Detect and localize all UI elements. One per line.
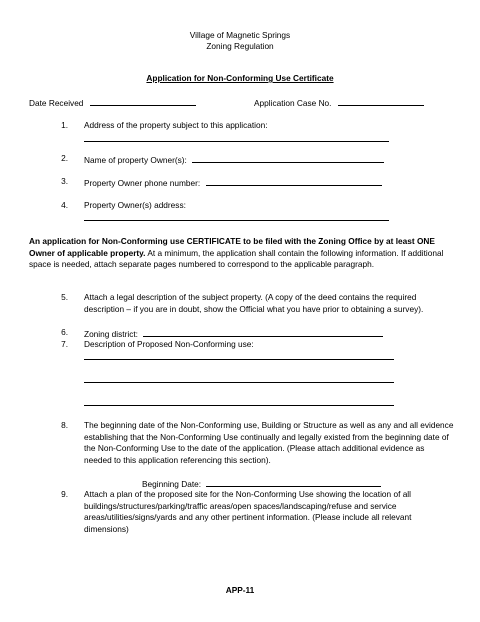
header-line1: Village of Magnetic Springs <box>189 30 291 40</box>
date-received-label: Date Received <box>29 98 84 108</box>
notice-paragraph <box>29 236 451 271</box>
item-4-label: Property Owner(s) address: <box>84 200 186 210</box>
owner-phone-field[interactable] <box>206 176 382 186</box>
beginning-date-field[interactable] <box>206 477 381 487</box>
item-1-number: 1. <box>61 120 68 130</box>
item-5-number: 5. <box>61 292 68 302</box>
item-2-number: 2. <box>61 153 68 163</box>
item-9-text: Attach a plan of the proposed site for the Non-Conforming Use showing the location of all buildings/structures/parking/traffic areas/open spaces/landscaping/refuse and service areas/utilities/signs/yards and any other pertinent information. (Please include all relevant dimensions) <box>84 489 412 534</box>
item-4-field[interactable] <box>84 220 389 221</box>
notice-normal-text: At a minimum, the application shall contain the following information. If additional space is needed, attach separate pages numbered to correspond to the applicable paragraph. <box>29 247 444 270</box>
header-line2: Zoning Regulation <box>206 41 274 51</box>
application-case-label: Application Case No. <box>254 98 332 108</box>
item-3-row <box>84 176 382 190</box>
item-3-number: 3. <box>61 176 68 186</box>
date-received-field[interactable] <box>90 96 196 106</box>
item-3-label: Property Owner phone number: <box>84 178 201 188</box>
item-7-label: Description of Proposed Non-Conforming use: <box>84 339 254 349</box>
page-footer-code: APP-11 <box>225 585 255 595</box>
item-8-text: The beginning date of the Non-Conforming use, Building or Structure as well as any and all evidence establishing that the Non-Conforming Use continually and legally existed from the beginning date of the Non-Conforming Use to the date of the application. (Please attach additional evidence as needed to this application referencing this section). <box>84 420 454 465</box>
item-7-number: 7. <box>61 339 68 349</box>
notice-bold-text: An application for Non-Conforming use CERTIFICATE to be filed with the Zoning Office by at least ONE Owner of applicable property. <box>29 236 435 258</box>
item-2-row <box>84 153 384 167</box>
use-description-line-1[interactable] <box>84 359 394 360</box>
zoning-district-field[interactable] <box>143 327 383 337</box>
item-2-label: Name of property Owner(s): <box>84 155 187 165</box>
item-6-label: Zoning district: <box>84 329 138 339</box>
application-case-field[interactable] <box>338 96 424 106</box>
item-6-number: 6. <box>61 327 68 337</box>
application-case-row <box>254 96 424 110</box>
item-1-field[interactable] <box>84 141 389 142</box>
use-description-line-3[interactable] <box>84 405 394 406</box>
use-description-line-2[interactable] <box>84 382 394 383</box>
item-5-text: Attach a legal description of the subject property. (A copy of the deed contains the required description – if you are in doubt, show the Official what you have prior to obtaining a survey). <box>84 292 424 314</box>
item-8-number: 8. <box>61 420 68 430</box>
owner-name-field[interactable] <box>192 153 384 163</box>
item-1-label: Address of the property subject to this application: <box>84 120 268 130</box>
form-title: Application for Non-Conforming Use Certificate <box>146 73 334 83</box>
date-received-row <box>29 96 196 110</box>
item-4-number: 4. <box>61 200 68 210</box>
beginning-date-label: Beginning Date: <box>142 479 202 489</box>
item-9-number: 9. <box>61 489 68 499</box>
